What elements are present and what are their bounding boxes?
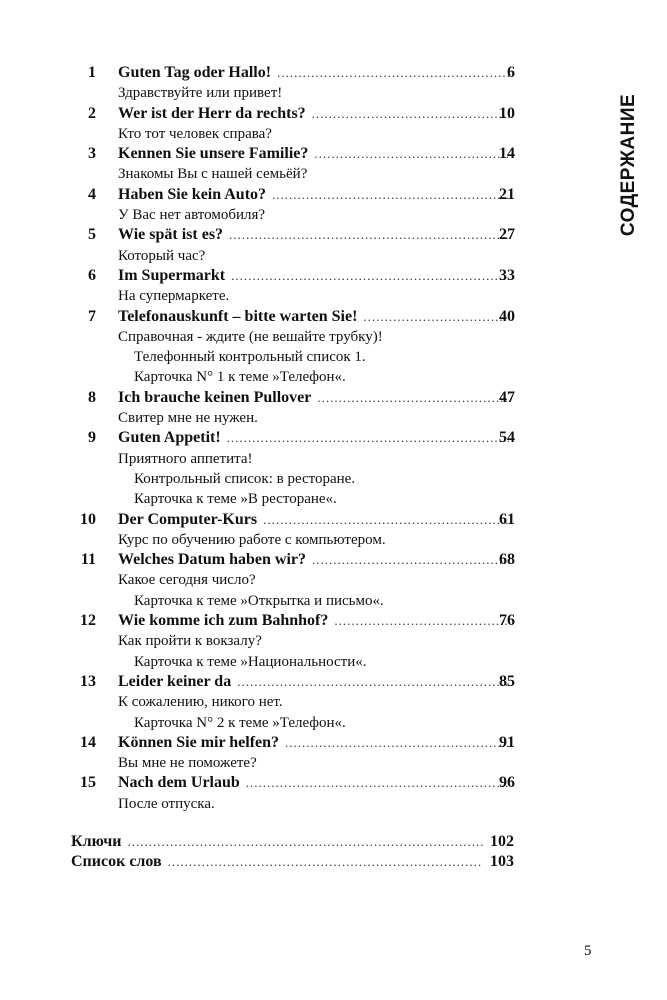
chapter-title-wrap bbox=[118, 144, 515, 164]
toc-appendix-row bbox=[0, 489, 667, 509]
chapter-title: Leider keiner da bbox=[118, 672, 232, 690]
toc-extra-row bbox=[0, 832, 667, 852]
toc-subtitle-row bbox=[0, 124, 667, 144]
toc-subtitle-row bbox=[0, 83, 667, 103]
toc-chapter-row bbox=[0, 510, 667, 530]
side-title-text: СОДЕРЖАНИЕ bbox=[618, 93, 640, 237]
chapter-page-number: 27 bbox=[499, 226, 515, 244]
toc-chapter-row bbox=[0, 428, 667, 448]
chapter-page-number: 40 bbox=[499, 307, 515, 325]
chapter-appendix: Карточка N° 1 к теме »Телефон«. bbox=[134, 369, 346, 386]
chapter-title-wrap bbox=[118, 63, 515, 83]
chapter-appendix: Карточка к теме »Национальности«. bbox=[134, 653, 367, 670]
extra-page-number: 103 bbox=[490, 853, 514, 871]
chapter-title: Haben Sie kein Auto? bbox=[118, 185, 267, 203]
toc-chapter-row bbox=[0, 144, 667, 164]
chapter-page-number: 68 bbox=[499, 551, 515, 569]
chapter-number: 11 bbox=[80, 551, 96, 569]
toc-subtitle-row bbox=[0, 408, 667, 428]
table-of-contents bbox=[0, 63, 667, 814]
dot-leader bbox=[272, 185, 509, 205]
chapter-appendix: Карточка N° 2 к теме »Телефон«. bbox=[134, 714, 346, 731]
chapter-subtitle: Курс по обучению работе с компьютером. bbox=[118, 531, 386, 548]
dot-leader bbox=[277, 63, 509, 83]
chapter-title: Kennen Sie unsere Familie? bbox=[118, 145, 309, 163]
extra-title-wrap bbox=[71, 832, 489, 852]
dot-leader bbox=[263, 510, 509, 530]
toc-appendix-row bbox=[0, 367, 667, 387]
chapter-number: 14 bbox=[80, 733, 96, 751]
toc-appendix-row bbox=[0, 713, 667, 733]
dot-leader bbox=[285, 733, 509, 753]
chapter-subtitle: На супермаркете. bbox=[118, 288, 230, 305]
toc-appendix-row bbox=[0, 469, 667, 489]
toc-chapter-row bbox=[0, 773, 667, 793]
chapter-title-wrap bbox=[118, 225, 515, 245]
toc-subtitle-row bbox=[0, 570, 667, 590]
chapter-title-wrap bbox=[118, 104, 515, 124]
extra-page-number: 102 bbox=[490, 833, 514, 850]
chapter-subtitle: Кто тот человек справа? bbox=[118, 125, 272, 142]
chapter-title-wrap bbox=[118, 550, 515, 570]
chapter-number: 3 bbox=[88, 145, 96, 163]
chapter-page-number: 85 bbox=[499, 672, 515, 690]
chapter-number: 8 bbox=[88, 388, 96, 406]
chapter-number: 1 bbox=[88, 64, 96, 81]
dot-leader bbox=[168, 852, 483, 872]
chapter-title-wrap bbox=[118, 733, 515, 753]
chapter-subtitle: К сожалению, никого нет. bbox=[118, 694, 283, 711]
chapter-page-number: 76 bbox=[499, 612, 515, 630]
chapter-page-number: 91 bbox=[499, 733, 515, 751]
chapter-page-number: 10 bbox=[499, 104, 515, 122]
toc-chapter-row bbox=[0, 672, 667, 692]
toc-appendix-row bbox=[0, 347, 667, 367]
chapter-number: 9 bbox=[88, 429, 96, 447]
chapter-subtitle: Справочная - ждите (не вешайте трубку)! bbox=[118, 328, 383, 345]
toc-subtitle-row bbox=[0, 794, 667, 814]
chapter-subtitle: Знакомы Вы с нашей семьёй? bbox=[118, 166, 308, 183]
chapter-title: Telefonauskunft – bitte warten Sie! bbox=[118, 307, 358, 325]
chapter-subtitle: Приятного аппетита! bbox=[118, 450, 253, 467]
toc-chapter-row bbox=[0, 388, 667, 408]
extra-title: Ключи bbox=[71, 833, 122, 850]
chapter-subtitle: Здравствуйте или привет! bbox=[118, 85, 283, 102]
chapter-subtitle: Вы мне не поможете? bbox=[118, 755, 257, 772]
chapter-title-wrap bbox=[118, 266, 515, 286]
dot-leader bbox=[231, 266, 509, 286]
toc-chapter-row bbox=[0, 611, 667, 631]
toc-chapter-row bbox=[0, 63, 667, 83]
toc-subtitle-row bbox=[0, 164, 667, 184]
chapter-subtitle: Какое сегодня число? bbox=[118, 572, 256, 589]
chapter-page-number: 54 bbox=[499, 429, 515, 447]
dot-leader bbox=[246, 773, 509, 793]
chapter-page-number: 96 bbox=[499, 774, 515, 792]
chapter-number: 15 bbox=[80, 774, 96, 792]
toc-chapter-row bbox=[0, 733, 667, 753]
chapter-subtitle: Как пройти к вокзалу? bbox=[118, 633, 262, 650]
chapter-title-wrap bbox=[118, 672, 515, 692]
toc-subtitle-row bbox=[0, 327, 667, 347]
chapter-appendix: Телефонный контрольный список 1. bbox=[134, 349, 366, 366]
page-number: 5 bbox=[584, 943, 592, 959]
toc-chapter-row bbox=[0, 225, 667, 245]
dot-leader bbox=[227, 428, 509, 448]
toc-chapter-row bbox=[0, 266, 667, 286]
chapter-page-number: 6 bbox=[507, 64, 515, 81]
toc-extra-row bbox=[0, 852, 667, 872]
toc-subtitle-row bbox=[0, 753, 667, 773]
chapter-title-wrap bbox=[118, 185, 515, 205]
chapter-page-number: 61 bbox=[499, 510, 515, 528]
extra-title: Список слов bbox=[71, 853, 162, 871]
chapter-title: Der Computer-Kurs bbox=[118, 510, 258, 528]
chapter-page-number: 33 bbox=[499, 266, 515, 284]
chapter-title: Im Supermarkt bbox=[118, 266, 226, 284]
dot-leader bbox=[237, 672, 509, 692]
chapter-title: Nach dem Urlaub bbox=[118, 774, 240, 792]
chapter-title-wrap bbox=[118, 428, 515, 448]
toc-chapter-row bbox=[0, 550, 667, 570]
chapter-title-wrap bbox=[118, 773, 515, 793]
chapter-subtitle: Который час? bbox=[118, 247, 206, 264]
chapter-title: Wer ist der Herr da rechts? bbox=[118, 104, 306, 122]
chapter-title-wrap bbox=[118, 510, 515, 530]
chapter-appendix: Карточка к теме »Открытка и письмо«. bbox=[134, 592, 384, 609]
chapter-appendix: Контрольный список: в ресторане. bbox=[134, 470, 356, 487]
toc-subtitle-row bbox=[0, 530, 667, 550]
chapter-number: 6 bbox=[88, 266, 96, 284]
dot-leader bbox=[127, 832, 483, 852]
chapter-title: Guten Appetit! bbox=[118, 429, 221, 447]
toc-subtitle-row bbox=[0, 286, 667, 306]
chapter-page-number: 21 bbox=[499, 185, 515, 203]
chapter-title: Wie spät ist es? bbox=[118, 226, 224, 244]
chapter-number: 12 bbox=[80, 612, 96, 630]
chapter-page-number: 14 bbox=[499, 145, 515, 163]
toc-chapter-row bbox=[0, 185, 667, 205]
toc-subtitle-row bbox=[0, 246, 667, 266]
toc-appendix-row bbox=[0, 591, 667, 611]
chapter-subtitle: Свитер мне не нужен. bbox=[118, 410, 258, 427]
chapter-number: 5 bbox=[88, 226, 96, 244]
toc-subtitle-row bbox=[0, 692, 667, 712]
chapter-number: 10 bbox=[80, 510, 96, 528]
chapter-title-wrap bbox=[118, 307, 515, 327]
chapter-subtitle: У Вас нет автомобиля? bbox=[118, 207, 266, 224]
chapter-number: 7 bbox=[88, 307, 96, 325]
chapter-subtitle: После отпуска. bbox=[118, 795, 215, 812]
chapter-title: Können Sie mir helfen? bbox=[118, 733, 280, 751]
chapter-title: Welches Datum haben wir? bbox=[118, 551, 306, 569]
toc-chapter-row bbox=[0, 104, 667, 124]
chapter-title-wrap bbox=[118, 611, 515, 631]
chapter-title: Ich brauche keinen Pullover bbox=[118, 388, 312, 406]
chapter-number: 13 bbox=[80, 672, 96, 690]
toc-chapter-row bbox=[0, 307, 667, 327]
chapter-number: 4 bbox=[88, 185, 96, 203]
chapter-appendix: Карточка к теме »В ресторане«. bbox=[134, 491, 337, 508]
chapter-title: Wie komme ich zum Bahnhof? bbox=[118, 612, 329, 630]
chapter-page-number: 47 bbox=[499, 388, 515, 406]
dot-leader bbox=[229, 225, 509, 245]
toc-appendix-row bbox=[0, 652, 667, 672]
toc-subtitle-row bbox=[0, 631, 667, 651]
extra-title-wrap bbox=[71, 852, 489, 872]
toc-subtitle-row bbox=[0, 205, 667, 225]
chapter-title-wrap bbox=[118, 388, 515, 408]
toc-extras bbox=[0, 832, 667, 873]
chapter-title: Guten Tag oder Hallo! bbox=[118, 64, 272, 81]
toc-subtitle-row bbox=[0, 449, 667, 469]
chapter-number: 2 bbox=[88, 104, 96, 122]
